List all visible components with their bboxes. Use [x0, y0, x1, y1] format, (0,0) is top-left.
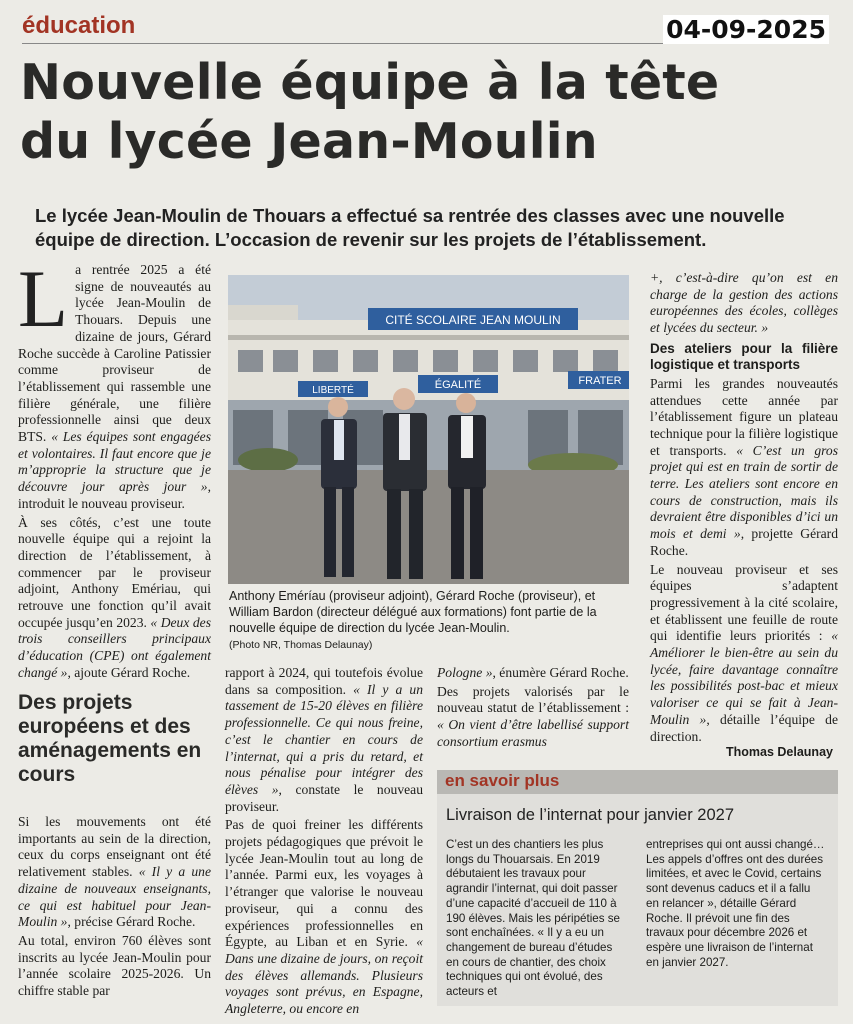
column-2	[225, 665, 423, 1020]
column-1-bottom	[18, 814, 211, 1002]
photo-caption: Anthony Eméríau (proviseur adjoint), Gérard Roche (proviseur), et William Bardon (directeur délégué aux formations) font partie de la nouvelle équipe de direction du lycée Jean-Moulin. (Photo NR, Thomas Delaunay)	[229, 589, 597, 651]
sign-word: FRATER	[578, 375, 622, 387]
paragraph: La rentrée 2025 a été signe de nouveautés au lycée Jean-Moulin de Thouars. Depuis une dizaine de jours, Gérard Roche succède à Caroline Patissier comme proviseur de l’établissement qui rassemble une filière générale, une filière professionnelle ainsi que deux BTS. « Les équipes sont engagées et volontaires. Il faut encore que je m’approprie la structure que je découvre jour après jour », introduit le nouveau proviseur.	[18, 253, 211, 511]
bleed-through	[330, 0, 336, 17]
paragraph: Parmi les grandes nouveautés attendues cette année par l’établissement figure un plateau technique pour la filière logistique et transports. « C’est un gros projet qui est en train de sortir de terre. Les ateliers sont encore en cours de construction, mais ils devraient être disponibles d’ici un mois et demi », projette Gérard Roche.	[650, 375, 838, 558]
photo-credit: (Photo NR, Thomas Delaunay)	[229, 639, 373, 651]
info-box-column-right: entreprises qui ont aussi changé… Les appels d’offres ont des durées limitées, et avec le Covid, certains sont devenus caducs et il a fallu en relancer », détaille Gérard Roche. Il prévoit une fin des travaux pour décembre 2026 et espère une livraison de l’internat en janvier 2027.	[646, 838, 825, 969]
paragraph: Le nouveau proviseur et ses équipes s’adaptent progressivement à la cité scolaire, et établissent une feuille de route qui identifie leurs priorités : « Améliorer le bien-être au sein du lycée, faire davantage connaître les possibilités post-bac et mieux valoriser ce qui se fait à Jean-Moulin », détaille l’équipe de direction.	[650, 561, 838, 744]
section-subhead: Des projets européens et des aménagements en cours	[18, 691, 202, 786]
sign-word: LIBERTÉ	[312, 385, 354, 396]
section-subhead: Des ateliers pour la filière logistique et transports	[650, 340, 838, 372]
paragraph: rapport à 2024, qui toutefois évolue dans sa composition. « Il y a un tassement de 15-20 élèves en filière professionnelle. Ce qui nous freine, c’est le chantier en cours de l’internat, qui a pris du retard, et nous pénalise pour intégrer des élèves », constate le nouveau proviseur.	[225, 665, 423, 814]
sign-word: ÉGALITÉ	[434, 379, 482, 391]
paragraph: +, c’est-à-dire qu’on est en charge de la gestion des actions européennes des écoles, collèges et lycées du secteur. »	[650, 270, 838, 336]
section-rubric: éducation	[22, 12, 136, 39]
sign-text: CITÉ SCOLAIRE JEAN MOULIN	[385, 313, 561, 327]
headline-line-2: du lycée Jean-Moulin	[20, 113, 598, 170]
headline-line-1: Nouvelle équipe à la tête	[20, 54, 720, 111]
article-photo	[228, 275, 629, 584]
school-photo-illustration	[228, 275, 629, 584]
headline	[20, 53, 840, 171]
column-4	[650, 270, 838, 747]
paragraph: Au total, environ 760 élèves sont inscrits au lycée Jean-Moulin pour l’année scolaire 2025-2026. Un chiffre stable par	[18, 932, 211, 999]
paragraph: Pologne », énumère Gérard Roche.	[437, 665, 629, 680]
lead-paragraph: Le lycée Jean-Moulin de Thouars a effectué sa rentrée des classes avec une nouvelle équipe de direction. L’occasion de revenir sur les projets de l’établissement.	[35, 205, 785, 250]
info-box-title: Livraison de l’internat pour janvier 2027	[446, 806, 735, 824]
column-3-top	[437, 665, 629, 753]
info-box-column-left: C’est un des chantiers les plus longs du Thouarsais. En 2019 débutaient les travaux pour agrandir l’internat, qui doit passer d’une capacité d’accueil de 110 à 190 élèves. Mais les péripéties se sont enchaînées. « Il y a eu un changement de bureau d’études en cours de chantier, des choix techniques qui ont évolué, des acteurs et	[446, 838, 620, 999]
paragraph: À ses côtés, c’est une toute nouvelle équipe qui a rejoint la direction de l’établissement, à commencer par le proviseur adjoint, Anthony Emériau, qui retrouve une fonction qu’il avait occupée jusqu’en 2023. « Deux des trois conseillers principaux d’éducation (CPE) ont également changé », ajoute Gérard Roche.	[18, 514, 211, 680]
paragraph: Si les mouvements ont été importants au sein de la direction, ceux du corps enseignant ont été relativement stables. « Il y a une dizaine de nouveaux enseignants, ce qui est habituel pour Jean-Moulin », précise Gérard Roche.	[18, 814, 211, 930]
info-box-tag: en savoir plus	[437, 770, 838, 794]
paragraph: Pas de quoi freiner les différents projets pédagogiques que prévoit le lycée Jean-Moulin tout au long de l’année. Parmi eux, les voyages à l’étranger que valorise le nouveau proviseur, qui a connu des expériences professionnelles en Égypte, au Liban et en Syrie. « Dans une dizaine de jours, on reçoit des élèves allemands. Plusieurs voyages sont prévus, en Espagne, Angleterre, ou encore en	[225, 817, 423, 1017]
paragraph: Des projets valorisés par le nouveau statut de l’établissement : « On vient d’être labellisé support consortium erasmus	[437, 683, 629, 749]
column-1	[18, 253, 211, 684]
date-stamp: 04-09-2025	[663, 15, 829, 44]
drop-cap: L	[18, 253, 69, 344]
author-byline: Thomas Delaunay	[726, 745, 833, 759]
